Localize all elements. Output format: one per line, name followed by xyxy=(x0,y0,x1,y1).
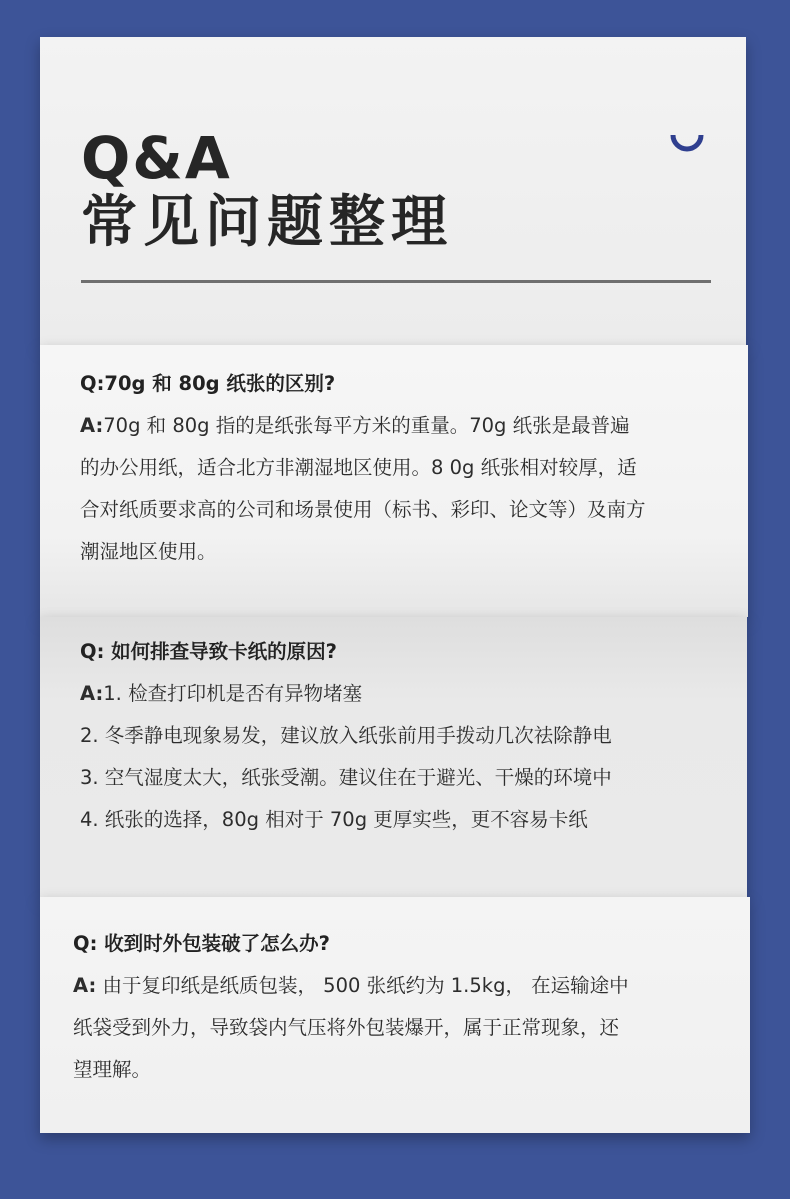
answer-label: A: xyxy=(73,974,97,997)
question-text: Q: 如何排查导致卡纸的原因? xyxy=(80,640,337,663)
answer-text: 70g 和 80g 指的是纸张每平方米的重量。70g 纸张是最普遍 xyxy=(103,414,630,437)
qa-item xyxy=(80,631,720,841)
answer-line xyxy=(80,673,720,715)
answer-line: 合对纸质要求高的公司和场景使用（标书、彩印、论文等）及南方 xyxy=(80,498,646,521)
answer-line: 纸袋受到外力，导致袋内气压将外包装爆开，属于正常现象，还 xyxy=(73,1016,620,1039)
page-title-english: Q&A xyxy=(81,124,232,192)
qa-section-damaged-package xyxy=(40,897,750,1133)
answer-line: 2. 冬季静电现象易发，建议放入纸张前用手拨动几次祛除静电 xyxy=(80,724,612,747)
title-divider xyxy=(81,280,711,283)
answer-text: 由于复印纸是纸质包装， 500 张纸约为 1.5kg， 在运输途中 xyxy=(96,974,629,997)
page-title-chinese: 常见问题整理 xyxy=(81,190,453,255)
answer-label: A: xyxy=(80,682,104,705)
question-text: Q:70g 和 80g 纸张的区别? xyxy=(80,372,336,395)
answer-line: 4. 纸张的选择，80g 相对于 70g 更厚实些，更不容易卡纸 xyxy=(80,808,588,831)
qa-item xyxy=(80,363,720,573)
decorative-arc-icon xyxy=(670,134,704,154)
answer-line: 望理解。 xyxy=(73,1058,152,1081)
answer-line xyxy=(80,405,720,447)
qa-section-paper-difference xyxy=(40,345,748,617)
answer-line: 的办公用纸，适合北方非潮湿地区使用。8 0g 纸张相对较厚，适 xyxy=(80,456,637,479)
question-text: Q: 收到时外包装破了怎么办? xyxy=(73,932,330,955)
answer-text: 1. 检查打印机是否有异物堵塞 xyxy=(103,682,363,705)
answer-line: 3. 空气湿度太大，纸张受潮。建议住在于避光、干燥的环境中 xyxy=(80,766,612,789)
qa-section-paper-jam xyxy=(40,617,747,897)
header-section xyxy=(40,37,746,345)
answer-line xyxy=(73,965,713,1007)
answer-label: A: xyxy=(80,414,104,437)
answer-line: 潮湿地区使用。 xyxy=(80,540,217,563)
qa-item xyxy=(73,923,713,1091)
